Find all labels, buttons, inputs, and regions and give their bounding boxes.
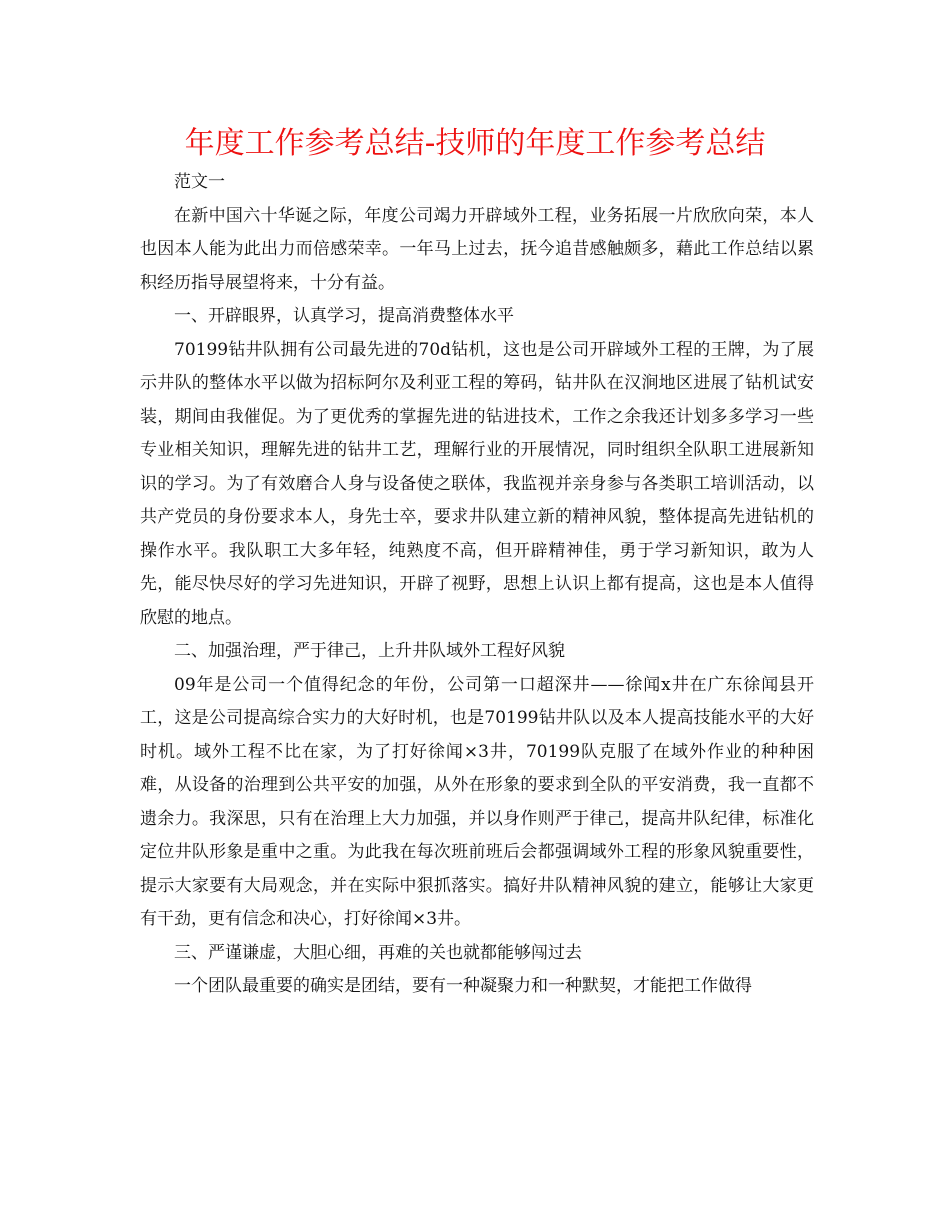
paragraph-section-2: 09年是公司一个值得纪念的年份，公司第一口超深井——徐闻x井在广东徐闻县开工，这是公司提高综合实力的大好时机，也是70199钻井队以及本人提高技能水平的大好时机。域外工程不比在家，为了打好徐闻×3井，70199队克服了在域外作业的种种困难，从设备的治理到公共平安的加强，从外在形象的要求到全队的平安消费，我一直都不遗余力。我深思，只有在治理上大力加强，并以身作则严于律己，提高井队纪律，标准化定位井队形象是重中之重。为此我在每次班前班后会都强调域外工程的形象风貌重要性，提示大家要有大局观念，并在实际中狠抓落实。搞好井队精神风貌的建立，能够让大家更有干劲，更有信念和决心，打好徐闻×3井。: [140, 674, 814, 929]
paragraph-intro: 在新中国六十华诞之际，年度公司竭力开辟域外工程，业务拓展一片欣欣向荣，本人也因本人能为此出力而倍感荣幸。一年马上过去，抚今追昔感触颇多，藉此工作总结以累积经历指导展望将来，十分有益。: [140, 205, 814, 293]
section-heading-3: 三、严谨谦虚，大胆心细，再难的关也就都能够闯过去: [174, 942, 582, 963]
paragraph-section-1: 70199钻井队拥有公司最先进的70d钻机，这也是公司开辟域外工程的王牌，为了展示井队的整体水平以做为招标阿尔及利亚工程的筹码，钻井队在汉涧地区进展了钻机试安装，期间由我催促。为了更优秀的掌握先进的钻进技术，工作之余我还计划多多学习一些专业相关知识，理解先进的钻井工艺，理解行业的开展情况，同时组织全队职工进展新知识的学习。为了有效磨合人身与设备使之联体，我监视并亲身参与各类职工培训活动，以共产党员的身份要求本人，身先士卒，要求井队建立新的精神风貌，整体提高先进钻机的操作水平。我队职工大多年轻，纯熟度不高，但开辟精神佳，勇于学习新知识，敢为人先，能尽快尽好的学习先进知识，开辟了视野，思想上认识上都有提高，这也是本人值得欣慰的地点。: [140, 339, 814, 628]
paragraph-section-3: 一个团队最重要的确实是团结，要有一种凝聚力和一种默契，才能把工作做得: [174, 976, 752, 996]
section-heading-1: 一、开辟眼界，认真学习，提高消费整体水平: [174, 306, 514, 326]
section-heading-2: 二、加强治理，严于律己，上升井队域外工程好风貌: [174, 641, 565, 661]
document-body: [140, 166, 814, 1004]
paragraph-heading-sample: 范文一: [174, 172, 225, 192]
document-title: 年度工作参考总结-技师的年度工作参考总结: [184, 126, 766, 161]
